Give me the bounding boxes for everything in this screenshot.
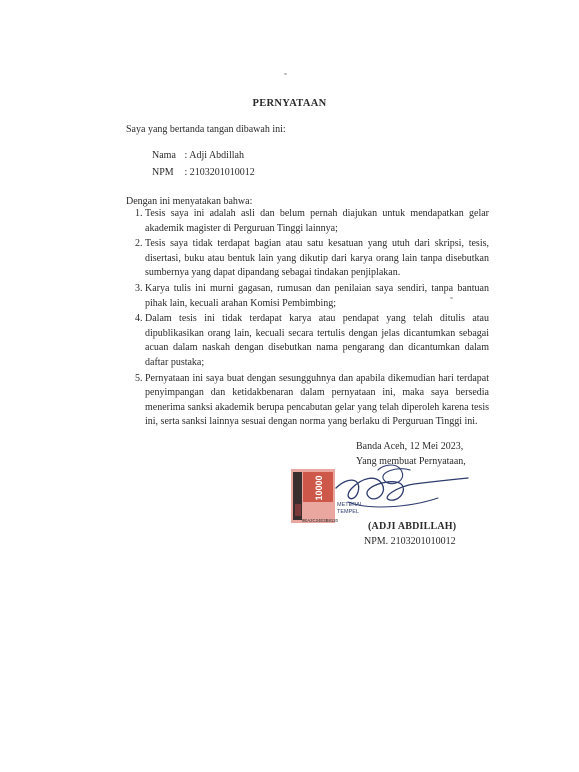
npm-field <box>152 167 255 178</box>
stamp-value: 10000 <box>314 475 324 501</box>
statement-item: 1. Tesis saya ini adalah asli dan belum pernah diajukan untuk mendapatkan gelar akademik magister di Perguruan Tinggi lainnya; <box>145 207 489 236</box>
name-field <box>152 150 244 161</box>
stamp-label-bottom: TEMPEL <box>337 509 360 515</box>
signer-role: Yang membuat Pernyataan, <box>356 456 466 467</box>
intro-text: Saya yang bertanda tangan dibawah ini: <box>126 124 286 135</box>
statement-item: 4. Dalam tesis ini tidak terdapat karya atau pendapat yang telah ditulis atau dipublikasikan orang lain, kecuali secara tertulis dengan jelas dicantumkan sebagai acuan dalam naskah dengan disebutkan nama pengarang dan dicantumkan dalam daftar pustaka; <box>145 312 489 370</box>
stamp-label-top: METERAI <box>337 502 361 508</box>
signer-name: (ADJI ABDILLAH) <box>368 521 457 532</box>
signature <box>318 458 478 524</box>
signature-underline <box>348 498 438 507</box>
npm-label: NPM <box>152 167 174 178</box>
statement-item: 5. Pernyataan ini saya buat dengan sesungguhnya dan apabila dikemudian hari terdapat penyimpangan dan ketidakbenaran dalam pernyataan ini, maka saya bersedia menerima sanksi akademik berupa pencabutan gelar yang telah diperoleh karena tesis ini, serta sanksi lainnya sesuai dengan norma yang berlaku di Perguruan Tinggi ini. <box>145 372 489 430</box>
statement-list <box>126 207 489 431</box>
scan-speck <box>450 297 453 299</box>
signer-npm: NPM. 2103201010012 <box>364 536 456 547</box>
stamp-hologram <box>295 504 301 516</box>
statement-item: 2. Tesis saya tidak terdapat bagian atau satu kesatuan yang utuh dari skripsi, tesis, disertasi, buku atau bentuk lain yang dikutip dari karya orang lain tanpa disebutkan sumbernya yang dapat dipandang sebagai tindakan penjiplakan. <box>145 237 489 281</box>
scan-speck <box>284 73 287 75</box>
document-title: PERNYATAAN <box>252 98 327 109</box>
name-label: Nama <box>152 150 176 161</box>
statement-item: 3. Karya tulis ini murni gagasan, rumusan dan penilaian saya sendiri, tanpa bantuan pihak lain, kecuali arahan Komisi Pembimbing; <box>145 282 489 311</box>
stamp-serial: 9EA2C24E3B8120 <box>302 518 339 523</box>
statement-intro: Dengan ini menyatakan bahwa: <box>126 196 253 207</box>
signature-loop <box>378 465 410 484</box>
name-value: : Adji Abdillah <box>184 150 244 161</box>
npm-value: : 2103201010012 <box>184 167 255 178</box>
signature-stroke <box>336 478 468 500</box>
place-date: Banda Aceh, 12 Mei 2023, <box>356 441 464 452</box>
